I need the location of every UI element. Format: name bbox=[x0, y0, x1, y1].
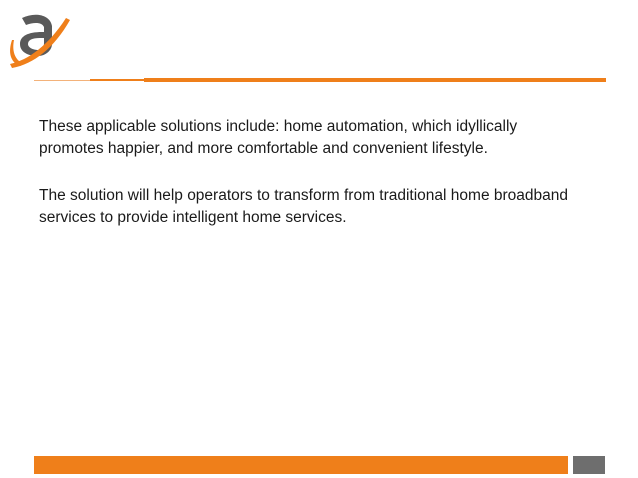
header-divider-thin bbox=[34, 80, 90, 81]
footer-box bbox=[573, 456, 605, 474]
body-paragraph-2: The solution will help operators to transform from traditional home broadband services to provide intelligent home services. bbox=[39, 187, 568, 226]
a-letter-logo-icon bbox=[8, 10, 72, 70]
body-paragraph-1: These applicable solutions include: home automation, which idyllically promotes happier, and more comfortable and convenient lifestyle. bbox=[39, 118, 518, 157]
header-divider bbox=[144, 78, 606, 82]
header-divider-stub bbox=[90, 79, 144, 81]
footer-bar bbox=[34, 456, 568, 474]
